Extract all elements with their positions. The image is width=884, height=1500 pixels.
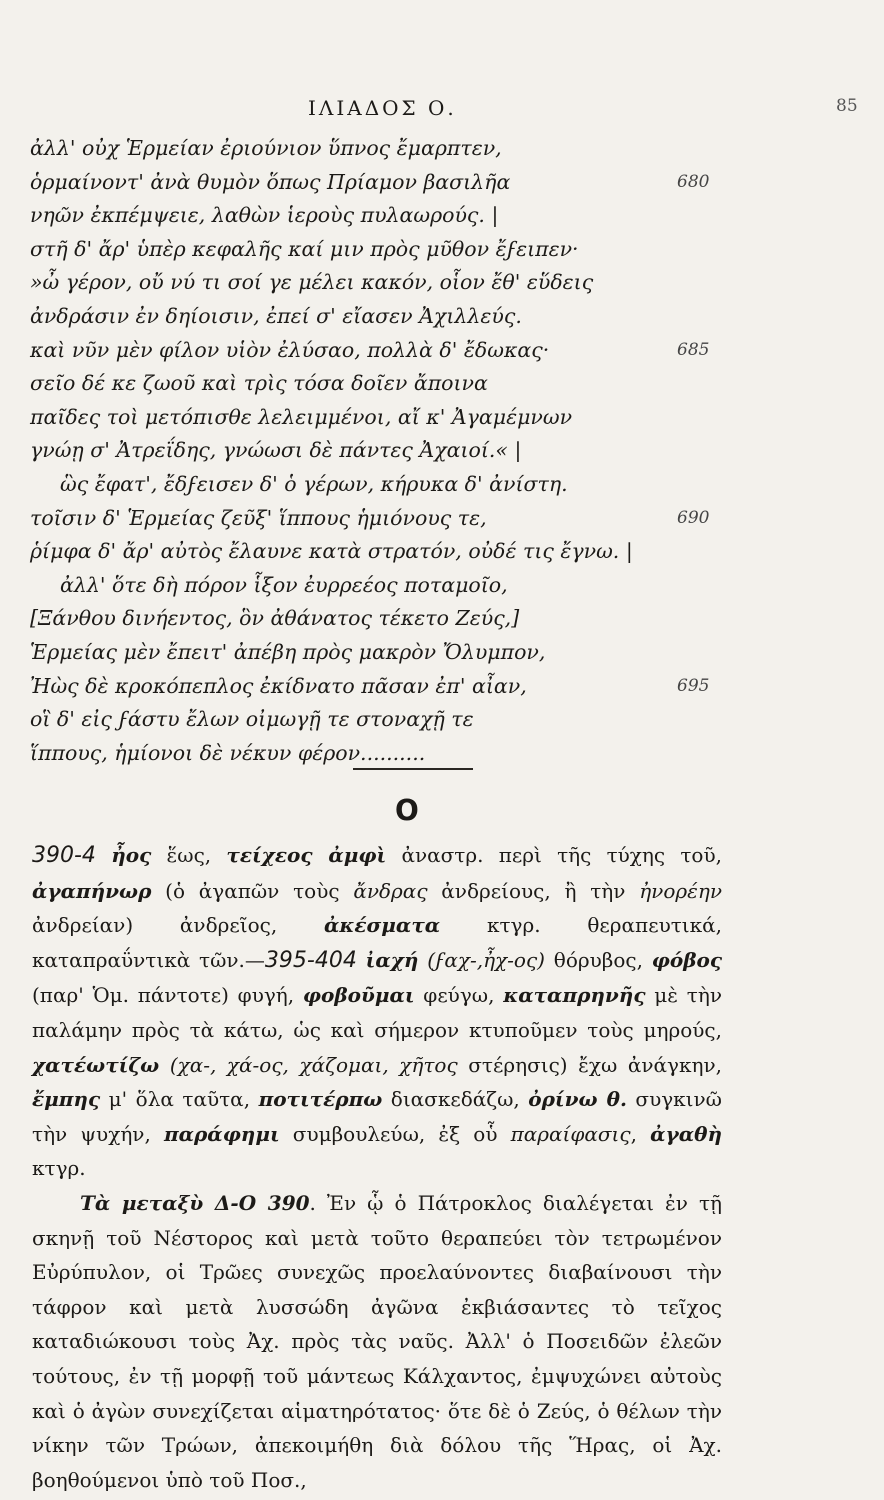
commentary-text: , xyxy=(630,1121,651,1146)
verse-line xyxy=(0,203,884,237)
verse-line xyxy=(0,237,884,271)
verse-text: τοῖσιν δ' Ἑρμείας ζεῦξ' ἵππους ἡμιόνους τε, xyxy=(30,505,487,530)
line-number: 695 xyxy=(677,675,710,696)
verse-line xyxy=(0,371,884,405)
verse-text: »ὦ γέρον, οὔ νύ τι σοί γε μέλει κακόν, οἷον ἔθ' εὕδεις xyxy=(30,270,594,295)
line-reference: 390-4 xyxy=(32,843,96,868)
commentary-text: (ϝαχ-,ἦχ-ος) xyxy=(427,947,545,972)
lemma: ποτιτέρπω xyxy=(258,1087,383,1112)
lemma: ἀγαθὴ xyxy=(650,1121,722,1146)
commentary-text: (παρ' Ὁμ. πάντοτε) φυγή, xyxy=(32,983,303,1008)
commentary-text: ἄνδρας xyxy=(353,878,428,903)
verse-text: γνώῃ σ' Ἀτρεΐδης, γνώωσι δὲ πάντες Ἀχαιοί.« | xyxy=(30,438,522,463)
commentary-text xyxy=(96,843,111,867)
verse-line xyxy=(0,707,884,741)
verse-text: ῥίμφα δ' ἄρ' αὐτὸς ἔλαυνε κατὰ στρατόν, οὐδέ τις ἔγνω. | xyxy=(30,539,633,564)
verse-text: ἵππους, ἡμίονοι δὲ νέκυν φέρον.......... xyxy=(30,740,426,765)
commentary-text: ἀνδρείους, ἢ τὴν xyxy=(427,878,640,903)
commentary-text: διασκεδάζω, xyxy=(382,1087,529,1112)
verse-line xyxy=(0,405,884,439)
commentary-text: κτγρ. xyxy=(32,1156,86,1181)
section-mark: Ο xyxy=(395,794,419,827)
lemma: ἀγαπήνωρ xyxy=(32,878,152,903)
verse-text: ἀνδράσιν ἐν δηίοισιν, ἐπεί σ' εἴασεν Ἀχιλλεύς. xyxy=(30,303,522,328)
lemma: χατέωτίζω xyxy=(32,1052,160,1077)
lemma: Τὰ μεταξὺ Δ-Ο 390 xyxy=(80,1190,310,1215)
verse-text: σεῖο δέ κε ζωοῦ καὶ τρὶς τόσα δοῖεν ἄποινα xyxy=(30,371,488,396)
line-number: 685 xyxy=(677,339,710,360)
commentary-text: . Ἐν ᾧ ὁ Πάτροκλος διαλέγεται ἐν τῇ σκηνῇ τοῦ Νέστορος καὶ μετὰ τοῦτο θεραπεύει τὸν τετρωμένον Εὐρύπυλον, οἱ Τρῶες συνεχῶς προελαύνοντες διαβαίνουσι τὴν τάφρον καὶ μετὰ λυσσώδη ἀγῶνα ἐκβιάσαντες τὸ τεῖχος καταδιώκουσι τοὺς Ἀχ. πρὸς τὰς ναῦς. Ἀλλ' ὁ Ποσειδῶν ἐλεῶν τούτους, ἐν τῇ μορφῇ τοῦ μάντεως Κάλχαντος, ἐμψυχώνει αὐτοὺς καὶ ὁ ἀγὼν συνεχίζεται αἱματηρότατος· ὅτε δὲ ὁ Ζεύς, ὁ θέλων τὴν νίκην τῶν Τρώων, ἀπεκοιμήθη διὰ δόλου τῆς Ἥρας, οἱ Ἀχ. βοηθούμενοι ὑπὸ τοῦ Ποσ., xyxy=(32,1190,722,1492)
verse-line xyxy=(0,304,884,338)
line-reference: 395-404 xyxy=(264,947,357,973)
commentary-text: (ὁ ἀγαπῶν τοὺς xyxy=(151,878,354,903)
commentary-text: στέρησις) ἔχω ἀνάγκην, xyxy=(457,1052,723,1077)
running-title: ΙΛΙΑΔΟΣ Ο. xyxy=(308,96,457,120)
verse-line xyxy=(0,438,884,472)
lemma: ἀκέσματα xyxy=(324,913,441,938)
verse-line xyxy=(0,136,884,170)
commentary-paragraph-notes xyxy=(32,838,722,1186)
section-divider xyxy=(353,768,473,770)
verse-block xyxy=(0,136,884,774)
verse-text: καὶ νῦν μὲν φίλον υἱὸν ἐλύσαο, πολλὰ δ' ἔδωκας· xyxy=(30,337,550,362)
commentary-paragraph-summary xyxy=(32,1186,722,1497)
verse-text: οἳ δ' εἰς ϝάστυ ἔλων οἰμωγῇ τε στοναχῇ τε xyxy=(30,707,474,732)
line-number: 680 xyxy=(677,171,710,192)
lemma: τείχεος ἀμφὶ xyxy=(226,843,387,867)
commentary-text xyxy=(418,948,427,972)
lemma: ἰαχή xyxy=(365,947,419,972)
commentary-text: ἠνορέην xyxy=(639,878,722,903)
verse-text: ἀλλ' ὅτε δὴ πόρον ἷξον ἐυρρεέος ποταμοῖο, xyxy=(60,572,508,597)
verse-line xyxy=(0,573,884,607)
commentary-text: (χα-, χά-ος, χάζομαι, χῆτος xyxy=(169,1052,458,1077)
lemma: καταπρηνῆς xyxy=(503,983,646,1008)
lemma: φόβος xyxy=(651,947,723,972)
commentary-text xyxy=(159,1053,170,1077)
verse-text: νηῶν ἐκπέμψειε, λαθὼν ἱεροὺς πυλαωρούς. | xyxy=(30,203,499,228)
commentary-text: θόρυβος, xyxy=(544,947,652,972)
verse-text: ὣς ἔφατ', ἔδϝεισεν δ' ὁ γέρων, κήρυκα δ' ἀνίστη. xyxy=(60,471,568,496)
verse-text: Ἠὼς δὲ κροκόπεπλος ἐκίδνατο πᾶσαν ἐπ' αἶαν, xyxy=(30,673,527,698)
verse-line xyxy=(0,338,884,372)
verse-line xyxy=(0,270,884,304)
commentary-text: ἀναστρ. περὶ τῆς τύχης τοῦ, xyxy=(386,843,722,867)
page-number: 85 xyxy=(836,96,858,116)
commentary-text: παραίφασις xyxy=(510,1121,631,1146)
lemma: ἦος xyxy=(111,843,152,867)
verse-line xyxy=(0,674,884,708)
page-header xyxy=(0,96,884,126)
commentary-text: συμβουλεύω, ἐξ οὗ xyxy=(279,1121,511,1146)
commentary-text: ἀνδρείαν) ἀνδρεῖος, xyxy=(32,913,324,938)
commentary-text: συγκινῶ τὴν ψυχήν, xyxy=(32,1087,722,1146)
commentary-text: μ' ὅλα ταῦτα, xyxy=(100,1087,259,1112)
verse-text: παῖδες τοὶ μετόπισθε λελειμμένοι, αἴ κ' Ἀγαμέμνων xyxy=(30,404,573,429)
lemma: ὀρίνω θ. xyxy=(528,1087,627,1112)
verse-line xyxy=(0,640,884,674)
commentary-text: ἕως, xyxy=(151,843,227,867)
commentary-text: φεύγω, xyxy=(414,983,504,1008)
verse-text: στῆ δ' ἄρ' ὑπὲρ κεφαλῆς καί μιν πρὸς μῦθον ἔϝειπεν· xyxy=(30,236,579,261)
verse-line xyxy=(0,606,884,640)
verse-text: ὁρμαίνοντ' ἀνὰ θυμὸν ὅπως Πρίαμον βασιλῆα xyxy=(30,169,511,194)
verse-text: [Ξάνθου δινήεντος, ὃν ἀθάνατος τέκετο Ζεύς,] xyxy=(30,606,520,631)
lemma: παράφημι xyxy=(163,1121,280,1146)
commentary-text: κτγρ. θεραπευτικά, καταπραΰντικὰ τῶν.— xyxy=(32,913,722,972)
lemma: ἔμπης xyxy=(32,1087,101,1112)
verse-text: Ἑρμείας μὲν ἔπειτ' ἀπέβη πρὸς μακρὸν Ὄλυμπον, xyxy=(30,639,546,664)
verse-line xyxy=(0,506,884,540)
commentary xyxy=(32,838,722,1497)
verse-line xyxy=(0,170,884,204)
lemma: φοβοῦμαι xyxy=(302,983,415,1008)
verse-line xyxy=(0,539,884,573)
verse-line xyxy=(0,472,884,506)
line-number: 690 xyxy=(677,507,710,528)
commentary-text: μὲ τὴν παλάμην πρὸς τὰ κάτω, ὡς καὶ σήμερον κτυποῦμεν τοὺς μηρούς, xyxy=(32,983,722,1042)
verse-text: ἀλλ' οὐχ Ἑρμείαν ἐριούνιον ὕπνος ἔμαρπτεν, xyxy=(30,136,502,160)
commentary-text xyxy=(357,948,366,972)
